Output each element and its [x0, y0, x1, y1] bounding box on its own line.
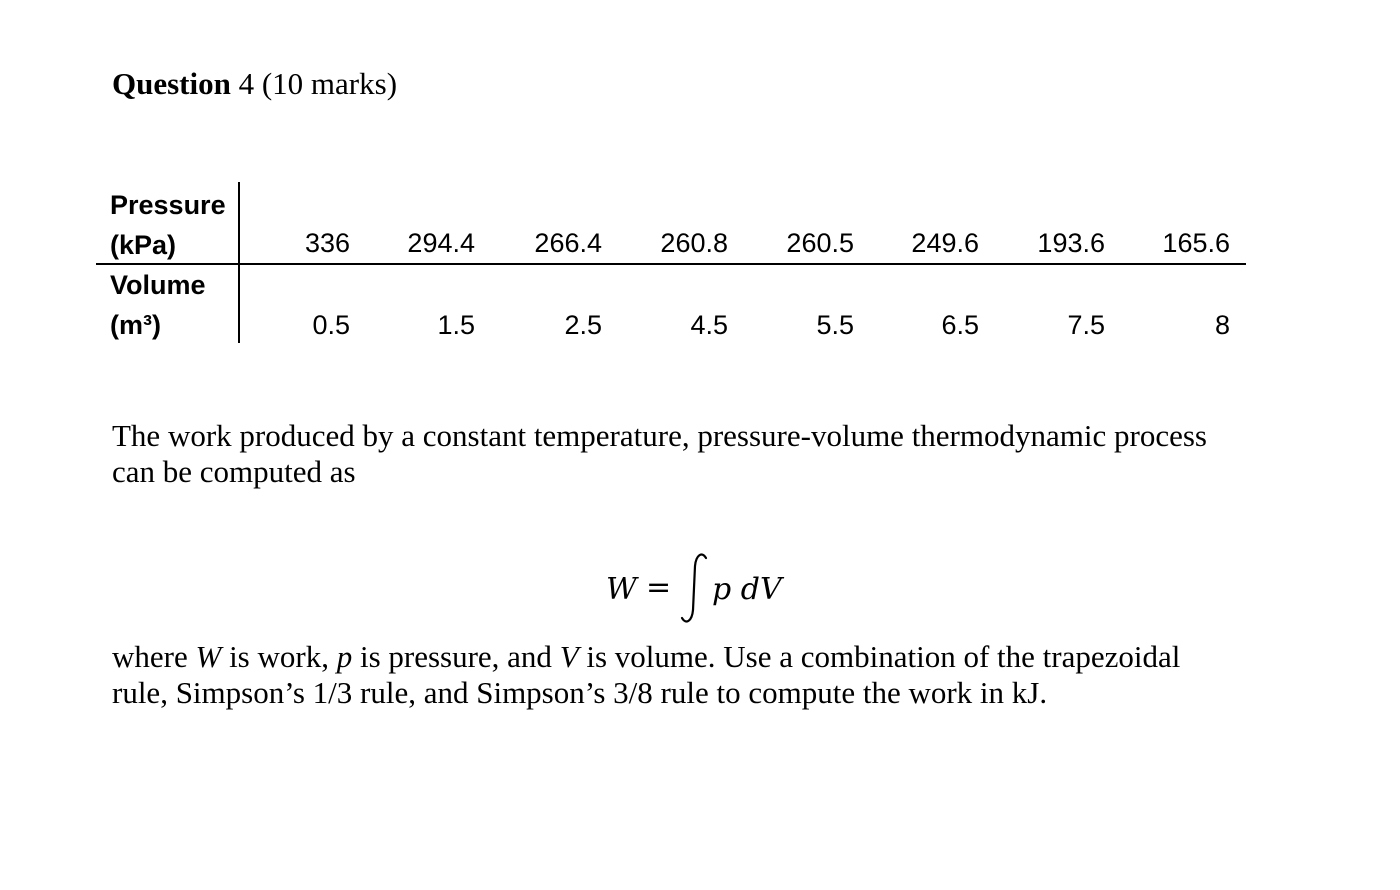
volume-value-cell: 7.5: [1067, 310, 1105, 340]
pressure-row-label: [110, 185, 226, 265]
table-horizontal-rule: [96, 263, 1246, 265]
volume-label-line1: Volume: [110, 270, 206, 300]
instruction-paragraph: [112, 639, 1292, 711]
equation-equals: =: [646, 570, 672, 605]
instruction-text-2: is work,: [221, 639, 337, 674]
variable-v: V: [559, 639, 579, 674]
volume-value-cell: 5.5: [816, 310, 854, 340]
pressure-label-line1: Pressure: [110, 190, 226, 220]
pressure-value-cell: 260.8: [660, 228, 728, 258]
pressure-value-cell: 165.6: [1162, 228, 1230, 258]
question-label: Question: [112, 66, 231, 101]
volume-row-label: [110, 265, 206, 345]
volume-value-cell: 8: [1214, 310, 1230, 340]
instruction-text-1: where: [112, 639, 196, 674]
pressure-value-cell: 336: [304, 228, 350, 258]
equation-integrand: p dV: [712, 572, 782, 607]
equation-lhs: W: [606, 572, 637, 607]
volume-value-cell: 6.5: [941, 310, 979, 340]
pressure-value-cell: 249.6: [911, 228, 979, 258]
question-heading: [112, 66, 397, 102]
integral-icon: [680, 552, 710, 624]
intro-line2: can be computed as: [112, 454, 356, 489]
pressure-value-cell: 266.4: [534, 228, 602, 258]
variable-w: W: [195, 639, 222, 674]
volume-value-cell: 1.5: [437, 310, 475, 340]
volume-value-cell: 0.5: [312, 310, 350, 340]
intro-paragraph: [112, 418, 1292, 490]
question-marks: 4 (10 marks): [230, 66, 398, 101]
work-equation: [606, 552, 806, 622]
volume-value-cell: 2.5: [564, 310, 602, 340]
pressure-value-cell: 260.5: [786, 228, 854, 258]
volume-label-line2: (m³): [110, 310, 161, 340]
intro-line1: The work produced by a constant temperature, pressure-volume thermodynamic process: [112, 418, 1207, 453]
instruction-line1: [112, 639, 1292, 675]
instruction-text-4: is volume. Use a combination of the trapezoidal: [578, 639, 1181, 674]
variable-p: p: [336, 639, 353, 674]
instruction-line2: rule, Simpson’s 1/3 rule, and Simpson’s 3/8 rule to compute the work in kJ.: [112, 675, 1048, 710]
pressure-label-line2: (kPa): [110, 230, 177, 260]
pressure-value-cell: 294.4: [407, 228, 475, 258]
instruction-text-3: is pressure, and: [352, 639, 560, 674]
pressure-volume-table: [96, 182, 1246, 344]
pressure-value-cell: 193.6: [1037, 228, 1105, 258]
volume-value-cell: 4.5: [690, 310, 728, 340]
